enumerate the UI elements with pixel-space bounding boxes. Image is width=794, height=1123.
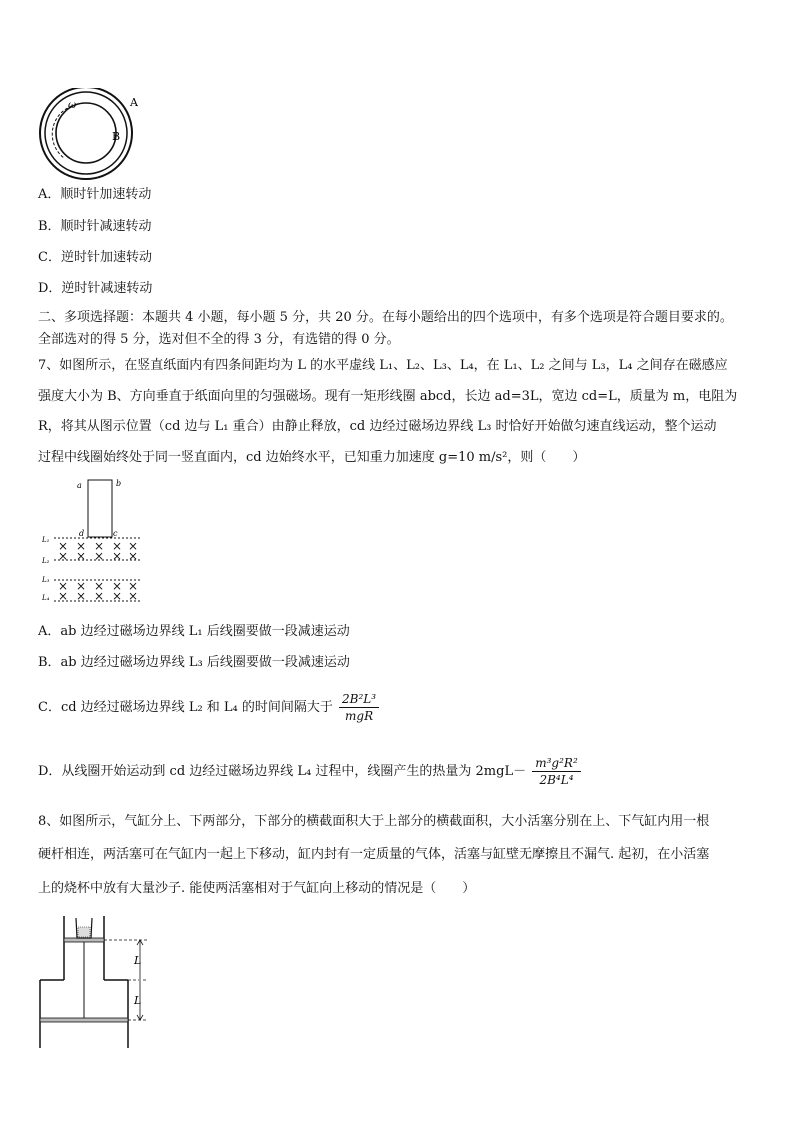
label-B: B xyxy=(112,130,121,143)
corner-d: d xyxy=(79,529,85,538)
field-cross-mark: × xyxy=(58,579,69,593)
label-omega: ω xyxy=(68,100,77,111)
field-cross-mark: × xyxy=(58,549,69,563)
q7-option-d-fraction xyxy=(532,755,581,788)
q7-option-d-denominator: 2B⁴L⁴ xyxy=(539,773,574,787)
q7-option-c xyxy=(38,688,379,728)
q7-option-d-numerator: m³g²R² xyxy=(532,755,581,772)
q7-line3: R，将其从图示位置（cd 边与 L₁ 重合）由静止释放，cd 边经过磁场边界线 L₃ 时恰好开始做匀速直线运动，整个运动 xyxy=(38,419,717,434)
field-cross-mark: × xyxy=(112,589,123,603)
q7-line4: 过程中线圈始终处于同一竖直面内，cd 边始终水平，已知重力加速度 g=10 m/s²，则（ ） xyxy=(38,450,586,465)
q7-option-b: B．ab 边经过磁场边界线 L₃ 后线圈要做一段减速运动 xyxy=(38,655,350,670)
field-cross-mark: × xyxy=(58,539,69,553)
q6-option-d: D．逆时针减速转动 xyxy=(38,281,153,296)
corner-a: a xyxy=(77,481,82,490)
field-cross-mark: × xyxy=(112,579,123,593)
label-A: A xyxy=(130,96,138,109)
field-cross-mark: × xyxy=(58,589,69,603)
q7-option-c-denominator: mgR xyxy=(345,709,374,723)
q6-option-b: B．顺时针减速转动 xyxy=(38,219,152,234)
corner-c: c xyxy=(113,529,118,538)
label-L4: L₄ xyxy=(42,594,50,602)
field-cross-mark: × xyxy=(94,579,105,593)
q8-line3: 上的烧杯中放有大量沙子. 能使两活塞相对于气缸向上移动的情况是（ ） xyxy=(38,881,476,896)
field-cross-mark: × xyxy=(128,589,139,603)
field-cross-mark: × xyxy=(76,539,87,553)
q7-option-d xyxy=(38,752,581,792)
large-piston xyxy=(40,1018,128,1022)
field-cross-mark: × xyxy=(128,549,139,563)
field-cross-mark: × xyxy=(94,589,105,603)
q6-option-a: A．顺时针加速转动 xyxy=(38,187,152,202)
sand-icon xyxy=(78,927,90,937)
label-L2: L₂ xyxy=(42,557,50,565)
field-cross-mark: × xyxy=(76,549,87,563)
corner-b: b xyxy=(116,479,122,488)
magnetic-field-cross-marks xyxy=(58,539,138,603)
section2-line1: 二、多项选择题：本题共 4 小题，每小题 5 分，共 20 分。在每小题给出的四个选项中，有多个选项是符合题目要求的。 xyxy=(38,310,733,325)
q7-line1: 7、如图所示，在竖直纸面内有四条间距均为 L 的水平虚线 L₁、L₂、L₃、L₄，在 L₁、L₂ 之间与 L₃，L₄ 之间存在磁感应 xyxy=(38,358,728,373)
field-cross-mark: × xyxy=(128,539,139,553)
q7-option-c-text: C．cd 边经过磁场边界线 L₂ 和 L₄ 的时间间隔大于 xyxy=(38,700,333,715)
q7-option-c-numerator: 2B²L³ xyxy=(339,691,379,708)
rings-figure xyxy=(34,88,154,184)
q7-option-a: A．ab 边经过磁场边界线 L₁ 后线圈要做一段减速运动 xyxy=(38,624,350,639)
field-cross-mark: × xyxy=(128,579,139,593)
dim-label-upper: L xyxy=(134,954,142,967)
field-cross-mark: × xyxy=(94,539,105,553)
q7-option-c-fraction xyxy=(339,691,379,724)
q8-line2: 硬杆相连，两活塞可在气缸内一起上下移动，缸内封有一定质量的气体，活塞与缸壁无摩擦且不漏气. 起初，在小活塞 xyxy=(38,847,710,862)
label-L1: L₁ xyxy=(42,536,50,544)
cylinder-figure xyxy=(36,912,166,1052)
field-cross-mark: × xyxy=(94,549,105,563)
field-cross-mark: × xyxy=(112,539,123,553)
q7-line2: 强度大小为 B、方向垂直于纸面向里的匀强磁场。现有一矩形线圈 abcd，长边 ad=3L，宽边 cd=L，质量为 m，电阻为 xyxy=(38,389,738,404)
q7-option-d-text: D．从线圈开始运动到 cd 边经过磁场边界线 L₄ 过程中，线圈产生的热量为 2mgL－ xyxy=(38,764,527,779)
q8-line1: 8、如图所示，气缸分上、下两部分，下部分的横截面积大于上部分的横截面积，大小活塞分别在上、下气缸内用一根 xyxy=(38,814,710,829)
field-cross-mark: × xyxy=(76,589,87,603)
inner-ring-B xyxy=(56,103,116,163)
field-cross-mark: × xyxy=(112,549,123,563)
coil-abcd xyxy=(88,480,112,537)
q6-option-c: C．逆时针加速转动 xyxy=(38,250,152,265)
coil-field-figure xyxy=(40,474,150,606)
dim-label-lower: L xyxy=(134,994,142,1007)
section2-line2: 全部选对的得 5 分，选对但不全的得 3 分，有选错的得 0 分。 xyxy=(38,332,400,347)
label-L3: L₃ xyxy=(42,576,50,584)
field-cross-mark: × xyxy=(76,579,87,593)
